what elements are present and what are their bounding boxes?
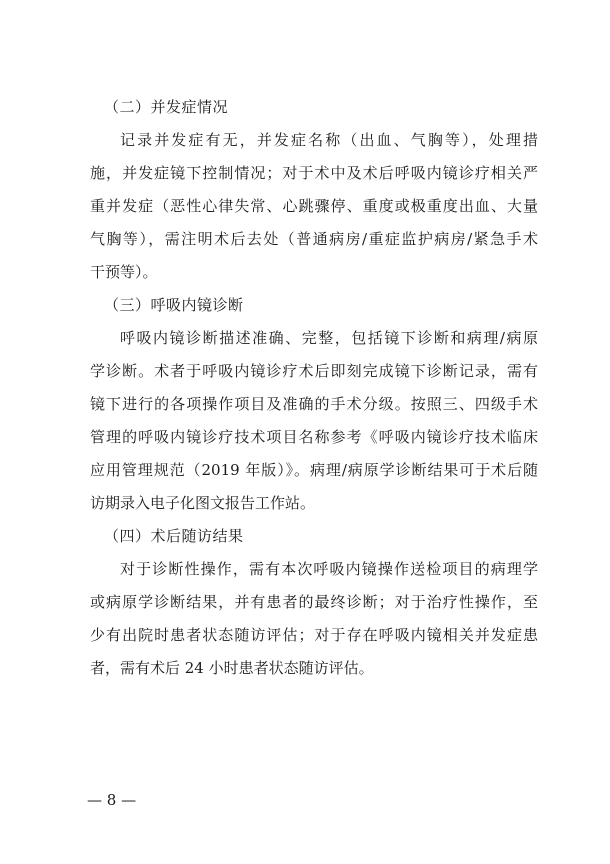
section-heading-diagnosis: （三）呼吸内镜诊断 (104, 296, 244, 314)
text-line: 管理的呼吸内镜诊疗技术项目名称参考《呼吸内镜诊疗技术临床 (90, 428, 538, 446)
section-heading-followup: （四）术后随访结果 (104, 527, 244, 545)
text-line: 学诊断。术者于呼吸内镜诊疗术后即刻完成镜下诊断记录，需有 (90, 362, 538, 380)
text-line: 应用管理规范（2019 年版）》。病理/病原学诊断结果可于术后随 (90, 461, 538, 479)
page-number: — 8 — (87, 791, 137, 809)
text-line: 对于诊断性操作，需有本次呼吸内镜操作送检项目的病理学 (120, 560, 538, 578)
text-line: 访期录入电子化图文报告工作站。 (90, 494, 316, 512)
text-line: 气胸等），需注明术后去处（普通病房/重症监护病房/紧急手术 (90, 230, 538, 248)
text-line: 施，并发症镜下控制情况；对于术中及术后呼吸内镜诊疗相关严 (90, 164, 538, 182)
text-line: 呼吸内镜诊断描述准确、完整，包括镜下诊断和病理/病原 (120, 329, 538, 347)
paragraph-complications (90, 124, 538, 289)
paragraph-followup (90, 553, 538, 685)
section-heading-complications: （二）并发症情况 (104, 98, 229, 116)
text-line: 记录并发症有无，并发症名称（出血、气胸等），处理措 (120, 131, 538, 149)
text-line: 或病原学诊断结果，并有患者的最终诊断；对于治疗性操作，至 (90, 593, 538, 611)
text-line: 干预等）。 (90, 263, 158, 281)
text-line: 少有出院时患者状态随访评估；对于存在呼吸内镜相关并发症患 (90, 626, 538, 644)
text-line: 镜下进行的各项操作项目及准确的手术分级。按照三、四级手术 (90, 395, 538, 413)
document-body (90, 91, 538, 685)
paragraph-diagnosis (90, 322, 538, 520)
text-line: 重并发症（恶性心律失常、心跳骤停、重度或极重度出血、大量 (90, 197, 538, 215)
text-line: 者，需有术后 24 小时患者状态随访评估。 (90, 659, 374, 677)
